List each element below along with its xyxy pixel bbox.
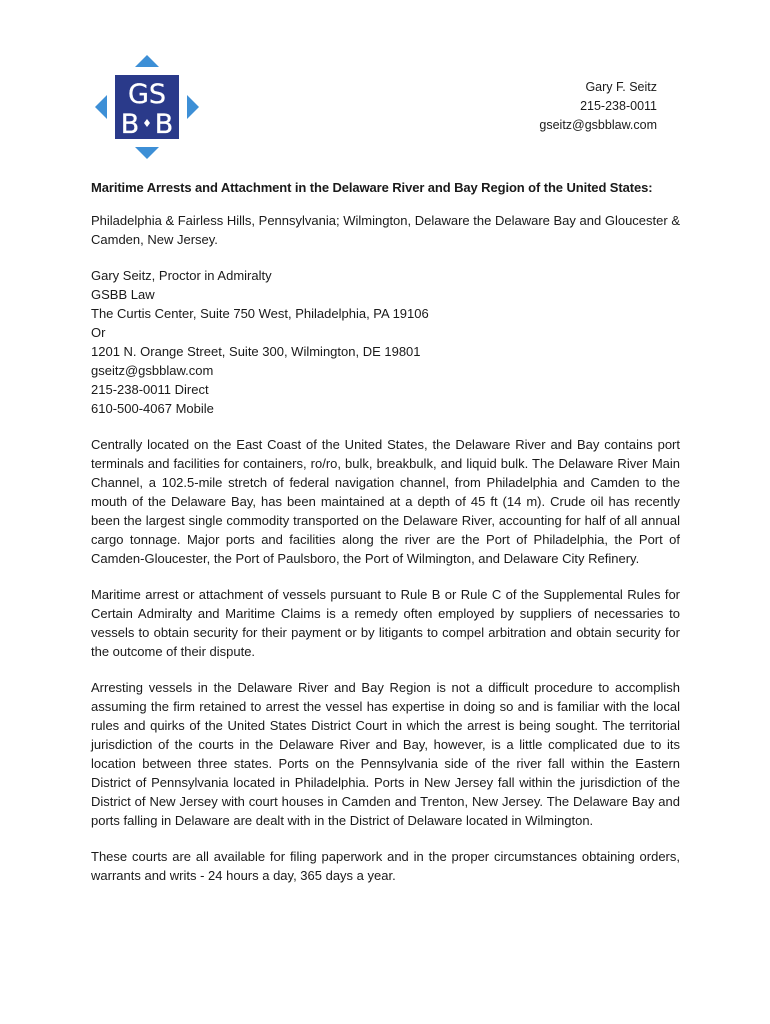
body-paragraph: Centrally located on the East Coast of the United States, the Delaware River and Bay contains port terminals and facilities for containers, ro/ro, bulk, breakbulk, and liquid bulk. The Delaware River Main Channel, a 102.5-mile stretch of federal navigation channel, from Philadelphia and Camden to the mouth of the Delaware Bay, has been maintained at a depth of 45 ft (14 m). Crude oil has recently been the largest single commodity transported on the Delaware River, accounting for half of all annual cargo tonnage. Major ports and facilities along the river are the Port of Philadelphia, the Port of Camden-Gloucester, the Port of Paulsboro, the Port of Wilmington, and Delaware City Refinery. [91,437,680,566]
address-line: The Curtis Center, Suite 750 West, Philadelphia, PA 19106 [91,306,429,321]
document-body [91,178,680,902]
logo-triangle-left [95,95,107,119]
address-line: GSBB Law [91,287,155,302]
address-block [91,266,680,418]
logo-triangle-bottom [135,147,159,159]
gsbb-logo [95,55,199,159]
address-phone-mobile: 610-500-4067 Mobile [91,401,214,416]
logo-text-top: GS [127,79,167,110]
address-email[interactable]: gseitz@gsbblaw.com [91,363,214,378]
body-paragraph: Arresting vessels in the Delaware River and Bay Region is not a difficult procedure to accomplish assuming the firm retained to arrest the vessel has expertise in doing so and is familiar with the local rules and quirks of the United States District Court in which the arrest is being sought. The territorial jurisdiction of the courts in the Delaware River and Bay, however, is a little complicated due to its location between three states. Ports on the Pennsylvania side of the river fall within the Eastern District of Pennsylvania located in Philadelphia. Ports in New Jersey fall within the jurisdiction of the District of New Jersey with court houses in Camden and Trenton, New Jersey. The Delaware Bay and ports falling in Delaware are dealt with in the District of Delaware located in Wilmington. [91,680,680,828]
address-line: Gary Seitz, Proctor in Admiralty [91,268,272,283]
logo-triangle-top [135,55,159,67]
contact-email[interactable]: gseitz@gsbblaw.com [539,118,657,132]
logo-text-bottom-left: B [120,109,140,140]
logo-triangle-right [187,95,199,119]
contact-phone: 215-238-0011 [580,99,657,113]
contact-name: Gary F. Seitz [585,80,657,94]
locations-paragraph: Philadelphia & Fairless Hills, Pennsylvania; Wilmington, Delaware the Delaware Bay and Gloucester & Camden, New Jersey. [91,213,680,247]
document-title: Maritime Arrests and Attachment in the Delaware River and Bay Region of the United States: [91,180,653,195]
body-paragraph: Maritime arrest or attachment of vessels pursuant to Rule B or Rule C of the Supplemental Rules for Certain Admiralty and Maritime Claims is a remedy often employed by suppliers of necessaries to vessels to obtain security for their payment or by litigants to compel arbitration and obtain security for the outcome of their dispute. [91,587,680,659]
address-phone-direct: 215-238-0011 Direct [91,382,209,397]
contact-block [437,78,657,135]
address-line: 1201 N. Orange Street, Suite 300, Wilmington, DE 19801 [91,344,421,359]
logo-text-bottom-right: B [154,109,174,140]
body-paragraph: These courts are all available for filing paperwork and in the proper circumstances obtaining orders, warrants and writs - 24 hours a day, 365 days a year. [91,849,680,883]
address-line: Or [91,325,106,340]
